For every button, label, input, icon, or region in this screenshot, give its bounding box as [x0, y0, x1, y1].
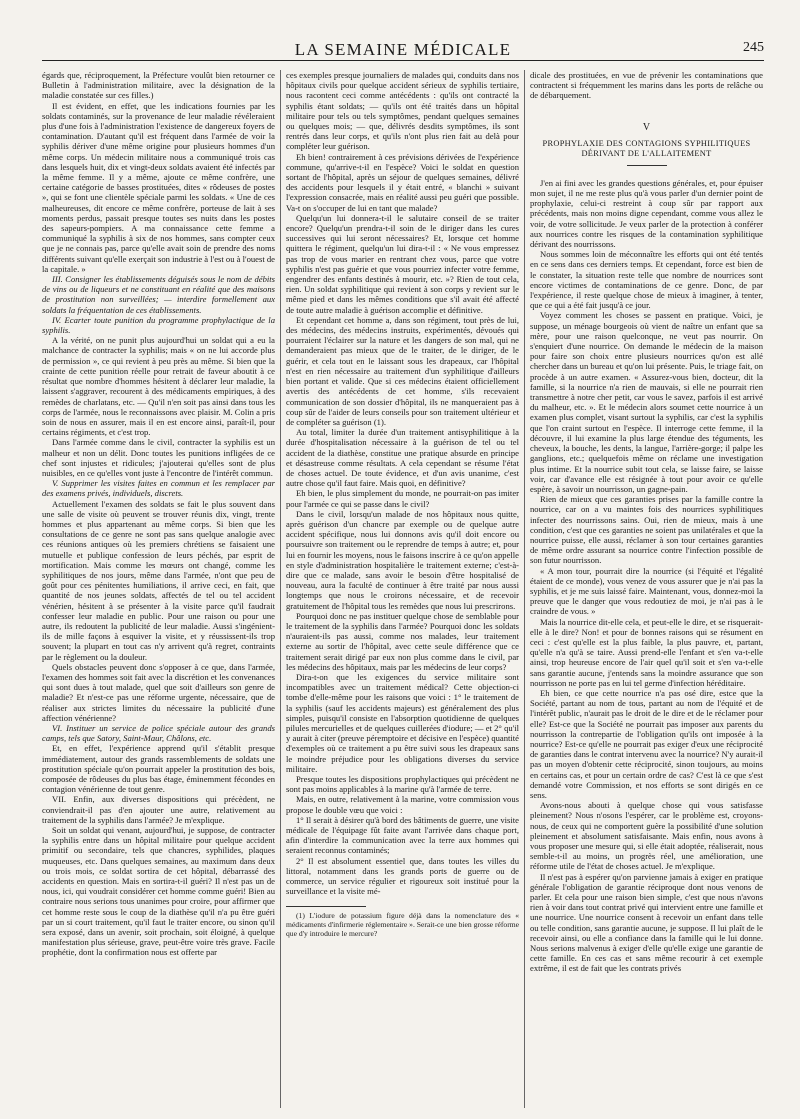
- paragraph: Il est évident, en effet, que les indications fournies par les soldats contaminés, sur la provenance de leur maladie révéleraient plus d'une fois à l'administration l'existence de dangereux foyers de contamination. D'autant qu'il est fréquent dans l'armée de voir la syphilis dériver d'une même origine pour plusieurs hommes d'un même corps. Un médecin militaire nous a communiqué trois cas dans lesquels huit, dix et vingt-deux soldats avaient été infectés par la même femme. Il y a même, ajoute ce même confrère, une certaine catégorie de basses prostituées, dites « rôdeuses de postes », qui se font une clientèle spéciale parmi les soldats. « Une de ces malheureuses, dit encore ce même confrère, porteuse de lait à ses moments perdus, passait presque toutes ses nuits dans les postes des sapeurs-pompiers. A ma connaissance cette femme a communiqué la syphilis à six de nos hommes, sans compter ceux que je ne connais pas, parce qu'elle avait soin de prendre des noms différents suivant qu'elle exerçait son industrie à l'est ou à l'ouest de la capitale. »: [42, 100, 275, 274]
- paragraph: 2° Il est absolument essentiel que, dans toutes les villes du littoral, notamment dans les grands ports de guerre ou de commerce, un service régulier et rigoureux soit institué pour la surveillance et la visite mé-: [286, 855, 519, 897]
- text-column-1: [42, 70, 275, 1110]
- section-title-line: PROPHYLAXIE DES CONTAGIONS SYPHILITIQUES: [542, 138, 751, 148]
- footnote-rule: [286, 906, 366, 907]
- paragraph: Pourquoi donc ne pas instituer quelque chose de semblable pour le traitement de la syphilis dans l'armée? Pourquoi donc les soldats n'auraient-ils pas aussi, comme nos malades, leur traitement externe au sortir de l'hôpital, avec cette seule différence que ce traitement serait dirigé par eux non plus comme dans le civil, par les médecins des hôpitaux, mais par les médecins de leur corps?: [286, 610, 519, 672]
- paragraph: Avons-nous abouti à quelque chose qui vous satisfasse pleinement? Nous n'osons l'espérer, car le problème est, croyons-nous, de ceux qui ne comportent guère la possibilité d'une solution pleinement et absolument satisfaisante. Mais enfin, nous avons à vous proposer une mesure qui, si elle était adoptée, réaliserait, nous semble-t-il au moins, un progrès réel, une amélioration, une réforme utile de l'état de choses actuel. Je m'explique.: [530, 800, 763, 872]
- column-divider: [524, 70, 525, 1108]
- paragraph: Dans le civil, lorsqu'un malade de nos hôpitaux nous quitte, après guérison d'un chancre par exemple ou de quelque autre accident spécifique, nous lui donnons avis qu'il doit encore ou poursuivre son traitement ou le reprendre de temps à autre; et, pour lui en fournir les moyens, nous le faisons inscrire à ce qu'on appelle en style d'administration hospitalière le traitement externe; c'est-à-dire que ce malade, sans avoir le besoin d'être hospitalisé de nouveau, aura la faculté de continuer à être traité par nous aussi longtemps que nous le croirons nécessaire, et de recevoir gratuitement de l'hôpital tous les remèdes que nous lui prescrirons.: [286, 508, 519, 611]
- page-number: 245: [743, 40, 764, 55]
- paragraph: Presque toutes les dispositions prophylactiques qui précèdent ne sont pas moins applicables à la marine qu'à l'armée de terre.: [286, 774, 519, 795]
- paragraph: 1° Il serait à désirer qu'à bord des bâtiments de guerre, une visite médicale de l'équipage fût faite avant l'arrivée dans chaque port, afin d'interdire la communication avec la terre aux hommes qui seraient reconnus contaminés;: [286, 814, 519, 856]
- text-column-3: [530, 70, 763, 1110]
- paragraph: « A mon tour, pourrait dire la nourrice (si l'équité et l'égalité étaient de ce monde), vous venez de vous assurer que je n'ai pas la syphilis, et je me suis laissé faire. Maintenant, vous, donnez-moi la preuve que le danger que vous redoutiez de moi, je n'ai pas à le craindre de vous. »: [530, 565, 763, 617]
- footnote: (1) L'iodure de potassium figure déjà dans la nomenclature des « médicaments d'infirmerie réglementaire ». Serait-ce une bien grosse réforme que d'y introduire le mercure?: [286, 911, 519, 939]
- paragraph: Et, en effet, l'expérience apprend qu'il s'établit presque immédiatement, autour des grands rassemblements de soldats une prostitution spéciale qu'on pourrait appeler la prostitution des bois, composée de rôdeuses du plus bas étage, éminemment fécondes en contagion vénérienne de tout genre.: [42, 743, 275, 795]
- paragraph: égards que, réciproquement, la Préfecture voulût bien retourner ce Bulletin à l'administration militaire, avec la désignation de la maladie constatée sur ces filles.): [42, 70, 275, 101]
- paragraph: dicale des prostituées, en vue de prévenir les contaminations que contractent si fréquemment les marins dans les ports de relâche ou de débarquement.: [530, 70, 763, 101]
- paragraph: Il n'est pas à espérer qu'on parvienne jamais à exiger en pratique générale l'obligation de garantie réciproque dont nous venons de parler. Et cela pour une raison bien simple, c'est que nous n'avons rien à voir dans tout contrat privé qui intervient entre une famille et une nourrice. Une nourrice consent à recevoir un enfant dans telle ou telle condition, sans garantie aucune, je suppose. Il lui plaît de le recevoir ainsi, ou elle a confiance dans la famille qui le lui donne. Nous serions malvenus à exiger d'elle qu'elle exige une garantie de cette famille. En ces cas et sans même recourir à cet exemple extrême, il est de fait que les contrats privés: [530, 871, 763, 974]
- paragraph: Actuellement l'examen des soldats se fait le plus souvent dans une salle de visite où peuvent se trouver réunis dix, vingt, trente hommes et plus appartenant au même corps. Si bien que les consultations de ce genre ne sont pas sans quelque analogie avec ces réunions antiques où les premiers chrétiens se faisaient une mutuelle et publique confession de leurs péchés, par esprit de mortification. Mais comme les mœurs ont changé, comme les syphilitiques de nos jours, même dans l'armée, n'ont que peu de goût pour ces pénitentes humiliations, il arrive ceci, en fait, que quantité de nos jeunes soldats, affectés de tel ou tel accident vénérien, hésitent à se présenter à la visite parce qu'il faudrait confesser leur maladie en public. Pour une raison ou pour une autre, ils redoutent la publicité de leur maladie. Aussi s'ingénient-ils de mille façons à esquiver la visite, et y réussissent-ils trop souvent; la plupart en tout cas n'y arrivent qu'à regret, contraints par le règlement ou la douleur.: [42, 498, 275, 662]
- paragraph: Dira-t-on que les exigences du service militaire sont incompatibles avec un traitement médical? Cette objection-ci tombe d'elle-même pour les raisons que voici : 1° le traitement de la syphilis (sauf les accidents majeurs) est généralement des plus simples, puisqu'il consiste en l'absorption quotidienne de quelques pilules mercurielles et de quelques cuillerées d'iodure; — et 2° qu'il y aurait à citer (preuve péremptoire et décisive en l'espèce) quantité d'exemples où ce traitement a pu être suivi sous les drapeaux sans le moindre préjudice pour les obligations diverses du service militaire.: [286, 671, 519, 774]
- column-divider: [280, 70, 281, 1108]
- section-title: [530, 139, 763, 159]
- paragraph: V. Supprimer les visites faites en commun et les remplacer par des examens privés, individuels, discrets.: [42, 478, 275, 499]
- paragraph: Dans l'armée comme dans le civil, contracter la syphilis est un malheur et non un délit. Donc toutes les punitions infligées de ce chef sont injustes et ridicules; j'ajouterai qu'elles sont de plus nuisibles, en ce qu'elles vont juste à l'encontre de l'intérêt commun.: [42, 437, 275, 478]
- paragraph: Soit un soldat qui venant, aujourd'hui, je suppose, de contracter la syphilis entre dans un hôpital militaire pour quelque accident primitif ou secondaire, tels que chancres, syphilides, plaques muqueuses, etc. Dans quelques semaines, au maximum dans deux ou trois mois, ce soldat sortira de cet hôpital, débarrassé des accidents en question. Mais en sortira-t-il guéri? Il n'est pas un de nous, ici, qui voudrait considérer cet homme comme guéri! Bien au contraire nous serions tous unanimes pour croire, pour affirmer que cet homme reste sous le coup de la diathèse qu'il n'a pu être guéri par un si court traitement, qu'il faut le traiter encore, ou sinon qu'il sera exposé, dans un avenir, soit prochain, soit éloigné, à quelque manifestation plus sérieuse, grave, peut-être voire très grave. Facile prophétie, dont la confirmation nous est offerte par: [42, 825, 275, 958]
- paragraph: Quels obstacles peuvent donc s'opposer à ce que, dans l'armée, l'examen des hommes soit fait avec la discrétion et les convenances qui sont dues à tout malade, quel que soit d'ailleurs son genre de maladie? Et n'est-ce pas une réforme urgente, nécessaire, que de réaliser aux strictes limites du nécessaire la publicité d'une affection vénérienne?: [42, 661, 275, 723]
- paragraph: Eh bien, le plus simplement du monde, ne pourrait-on pas imiter pour l'armée ce qui se passe dans le civil?: [286, 488, 519, 509]
- paragraph: J'en ai fini avec les grandes questions générales, et, pour épuiser mon sujet, il ne me reste plus qu'à vous parler d'un dernier point de prophylaxie, celui-ci restreint à coup sûr par rapport aux précédents, mais non moins digne cependant, comme vous allez le voir, de votre sollicitude. Je veux parler de la protection à conférer aux nourrices contre les risques de la contamination syphilitique dérivant des nourrissons.: [530, 177, 763, 250]
- section-rule: [627, 165, 667, 166]
- paragraph: III. Consigner les établissements déguisés sous le nom de débits de vins ou de liqueurs et ne constituant en réalité que des maisons de prostitution non surveillées; — interdire formellement aux soldats la fréquentation de ces établissements.: [42, 274, 275, 315]
- paragraph: Mais, en outre, relativement à la marine, votre commission vous propose le double vœu que voici :: [286, 794, 519, 815]
- paragraph: Et cependant cet homme a, dans son régiment, tout près de lui, des médecins, des médecins instruits, expérimentés, dévoués qui pourraient l'éclairer sur la nature et les dangers de son mal, qui ne demanderaient pas mieux que de le traiter, de le diriger, de le guérir, et cela tout en le laissant sous les drapeaux, car l'hôpital n'est en rien nécessaire au traitement d'un syphilitique d'ailleurs bien portant et valide. Que si ces médecins étaient officiellement avertis des antécédents de cet homme, s'ils recevaient communication de son dossier d'hôpital, ils ne manqueraient pas à coup sûr de l'aider de leurs conseils pour son traitement ultérieur et de compléter sa guérison (1).: [286, 314, 519, 427]
- paragraph: Au total, limiter la durée d'un traitement antisyphilitique à la durée d'hospitalisation nécessaire à la guérison de tel ou tel accident de la diathèse, constitue une pratique absurde en principe et désastreuse comme résultats. A cela cependant se résume l'état de choses actuel. De toute évidence, et d'un avis unanime, c'est autre chose qu'il faut faire. Mais quoi, en définitive?: [286, 427, 519, 489]
- section-title-line: DÉRIVANT DE L'ALLAITEMENT: [581, 148, 712, 158]
- paragraph: Eh bien! contrairement à ces prévisions dérivées de l'expérience commune, qu'arrive-t-il en l'espèce? Voici le soldat en question sortant de l'hôpital, après un séjour de quelques semaines, délivré des accidents pour lesquels il y était entré, « blanchi » suivant l'expression consacrée, mais en réalité aussi peu guéri que possible. Va-t on s'occuper de lui en tant que malade?: [286, 151, 519, 213]
- paragraph: Quelqu'un lui donnera-t-il le salutaire conseil de se traiter encore? Quelqu'un prendra-t-il soin de le diriger dans les cures successives qui lui seront nécessaires? Et, lorsque cet homme quittera le régiment, quelqu'un lui dira-t-il : « Ne vous empressez pas trop de vous marier en rentrant chez vous, parce que votre syphilis n'est pas guérie et que vous pourriez infecter votre femme, engendrer des enfants destinés à mourir, etc. »? Rien de tout cela, rien. Un soldat syphilitique qui revient à son corps y revient sur le même pied et dans les mêmes conditions que s'il avait été affecté de toute autre maladie à guérison accomplie et définitive.: [286, 212, 519, 315]
- paragraph: A la vérité, on ne punit plus aujourd'hui un soldat qui a eu la malchance de contracter la syphilis; mais « on ne lui accorde plus de permission », ce qui revient à peu près au même. Si bien que la crainte de cette punition réelle pour retrait de faveur aboutit à ce résultat que nombre d'hommes hésitent à déclarer leur maladie, la laissent s'aggraver, recourent à des médicaments empiriques, à des remèdes de charlatans, etc. — Qu'il n'en soit pas ainsi dans tous les corps de l'armée, nous le reconnaissons avec plaisir. M. Colin a pris soin de nous en assurer, mais il en est encore ainsi, paraît-il, pour certains régiments, et c'est trop.: [42, 335, 275, 438]
- paragraph: VII. Enfin, aux diverses dispositions qui précèdent, ne conviendrait-il pas d'en ajouter une autre, relativement au traitement de la syphilis dans l'armée? Je m'explique.: [42, 794, 275, 825]
- paragraph: IV. Ecarter toute punition du programme prophylactique de la syphilis.: [42, 314, 275, 336]
- paragraph: Rien de mieux que ces garanties prises par la famille contre la nourrice, car on a vu maintes fois des nourrices syphilitiques infecter des nourrissons sains. Oui, rien de mieux, mais à une condition, c'est que ces garanties ne soient pas unilatérales et que la nourrice puisse, elle aussi, réclamer à son tour certaines garanties de même ordre assurant sa nourrice contre l'infection possible de son futur nourrisson.: [530, 494, 763, 566]
- paragraph: Eh bien, ce que cette nourrice n'a pas osé dire, estce que la Société, partant au nom de tous, partant au nom de l'équité et de l'intérêt public, n'aurait pas le droit de le dire et de le réclamer pour elle? Est-ce que la Société ne pourrait pas imposer aux parents du nourrisson la contrepartie de l'obligation qu'ils ont imposée à la nourrice? Est-ce qu'elle ne pourrait pas exiger d'eux une réciprocité de garanties dans le contrat intervenu avec la nourrice? N'y aurait-il pas un moyen d'obtenir cette réciprocité, sinon toujours, au moins en certains cas, et pour un certain ordre de cas? C'est là ce que s'est demandé votre Commission, et nos efforts se sont dirigés en ce sens.: [530, 687, 763, 800]
- running-head: [42, 40, 764, 61]
- text-column-2: [286, 70, 519, 1110]
- section-number: V: [642, 121, 651, 133]
- paragraph: Voyez comment les choses se passent en pratique. Voici, je suppose, un ménage bourgeois où vient de naître un enfant que sa mère, pour une raison quelconque, ne veut pas nourrir. On s'enquiert d'une nourrice. On demande le médecin de la maison pour faire son choix entre plusieurs nourrices qu'on est allé chercher dans un bureau et qu'on lui présente. Puis, le triage fait, on procède à un autre examen. « Assurez-vous bien, docteur, dit la famille, si la nourrice n'a rien de mauvais, si elle ne pourrait rien transmettre à notre cher petit, car vous le savez, parfois il est arrivé du malheur, etc. ». Et le médecin alors soumet cette nourrice à un examen plus complet, visant surtout la syphilis, car c'est la syphilis que l'on craint surtout en l'espèce. Il interroge cette femme, il la découvre, il lui examine la plus large étendue des téguments, les cheveux, la bouche, les dents, la langue, l'arrière-gorge; il palpe les ganglions, etc.; quelquefois même on réclame une investigation plus intime. Et la nourrice subit tout cela, se laisse faire, se laisse voir, car d'avance elle est résignée à tout pour avoir ce qu'elle espère, à savoir un nourrisson, un gagne-pain.: [530, 310, 763, 494]
- paragraph: ces exemples presque journaliers de malades qui, conduits dans nos hôpitaux civils pour quelque accident sérieux de syphilis tertiaire, nous racontent ceci comme antécédents : qu'ils ont contracté la syphilis étant soldats; — qu'ils ont été traités dans un hôpital militaire pour tels ou tels symptômes, pendant quelques semaines ou quelques mois; — que, délivrés desdits symptômes, ils sont rentrés dans leur corps, et qu'ils n'ont plus rien fait au delà pour compléter leur guérison.: [286, 70, 519, 152]
- paragraph: Nous sommes loin de méconnaître les efforts qui ont été tentés en ce sens dans ces derniers temps. Et cependant, force est bien de le constater, la situation reste telle que nombre de nourrices sont encore victimes de contaminations de ce genre. Donc, de par l'expérience, il reste quelque chose de mieux à imaginer, à tenter, que ce qui a été fait jusqu'à ce jour.: [530, 249, 763, 311]
- paragraph: Mais la nourrice dit-elle cela, et peut-elle le dire, et se risquerait-elle à le dire? Non! et pour de bonnes raisons qui se résument en ceci : c'est qu'elle est la plus faible, la plus pauvre, et, partant, qu'elle n'a qu'à se taire. Aussi prend-elle l'enfant et s'en va-t-elle ainsi, trop heureuse encore de l'air quel qu'il soit et s'en va-t-elle sans garantie aucune, j'entends sans la moindre assurance que son nourrisson ne porte pas en lui tel germe d'infection héréditaire.: [530, 616, 763, 688]
- journal-title: LA SEMAINE MÉDICALE: [294, 40, 512, 59]
- paragraph: VI. Instituer un service de police spéciale autour des grands camps, tels que Satory, Saint-Maur, Châlons, etc.: [42, 723, 275, 744]
